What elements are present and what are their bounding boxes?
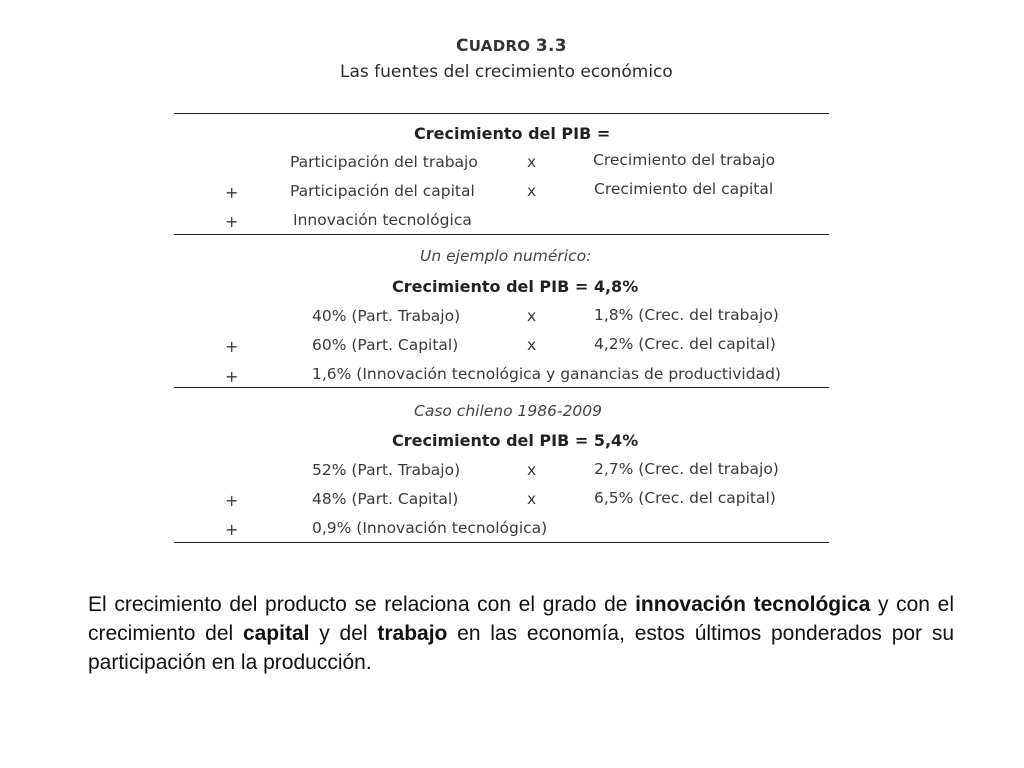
example-heading: Crecimiento del PIB = 4,8% [392, 277, 639, 296]
chile-row-2-times: x [527, 490, 537, 508]
formula-row-2-left: Participación del capital [290, 182, 475, 200]
example-row-3-plus: + [225, 367, 239, 386]
emphasis-capital: capital [242, 622, 310, 645]
example-row-1-times: x [527, 307, 537, 325]
example-row-2-left: 60% (Part. Capital) [312, 336, 459, 354]
chile-row-1-left: 52% (Part. Trabajo) [312, 461, 461, 479]
example-row-2-right: 4,2% (Crec. del capital) [594, 335, 776, 353]
chile-row-1-right: 2,7% (Crec. del trabajo) [594, 460, 779, 478]
bottom-rule [174, 542, 829, 543]
example-row-1-right: 1,8% (Crec. del trabajo) [594, 306, 779, 324]
chile-row-2-plus: + [225, 491, 239, 510]
section-rule-2 [174, 387, 829, 388]
table-title: Las fuentes del crecimiento económico [340, 62, 673, 82]
formula-row-1-right: Crecimiento del trabajo [593, 151, 776, 169]
formula-row-2-times: x [527, 182, 537, 200]
emphasis-innovacion: innovación tecnológica [635, 593, 871, 616]
explanation-paragraph: El crecimiento del producto se relaciona con el grado de innovación tecnológica y con el crecimiento del capital y del trabajo en las economía, estos últimos ponderados por su participación en la producción. [88, 593, 955, 674]
formula-row-3-left: Innovación tecnológica [293, 211, 472, 229]
example-row-1-left: 40% (Part. Trabajo) [312, 307, 461, 325]
formula-row-1-left: Participación del trabajo [290, 153, 478, 171]
formula-row-2-plus: + [225, 183, 239, 202]
example-row-2-times: x [527, 336, 537, 354]
table-number: CUADRO 3.3 [456, 36, 567, 56]
chile-row-3-left: 0,9% (Innovación tecnológica) [312, 519, 548, 537]
top-rule [174, 113, 829, 114]
example-row-3-left: 1,6% (Innovación tecnológica y ganancias de productividad) [312, 365, 781, 383]
formula-row-2-right: Crecimiento del capital [594, 180, 774, 198]
formula-heading: Crecimiento del PIB = [414, 124, 611, 143]
example-row-2-plus: + [225, 337, 239, 356]
chile-row-3-plus: + [225, 520, 239, 539]
formula-row-1-times: x [527, 153, 537, 171]
formula-row-3-plus: + [225, 212, 239, 231]
section-rule-1 [174, 234, 829, 235]
emphasis-trabajo: trabajo [377, 622, 448, 645]
chile-row-2-left: 48% (Part. Capital) [312, 490, 459, 508]
chile-row-1-times: x [527, 461, 537, 479]
chile-label: Caso chileno 1986-2009 [414, 402, 603, 420]
chile-row-2-right: 6,5% (Crec. del capital) [594, 489, 776, 507]
example-label: Un ejemplo numérico: [420, 247, 592, 265]
chile-heading: Crecimiento del PIB = 5,4% [392, 431, 639, 450]
